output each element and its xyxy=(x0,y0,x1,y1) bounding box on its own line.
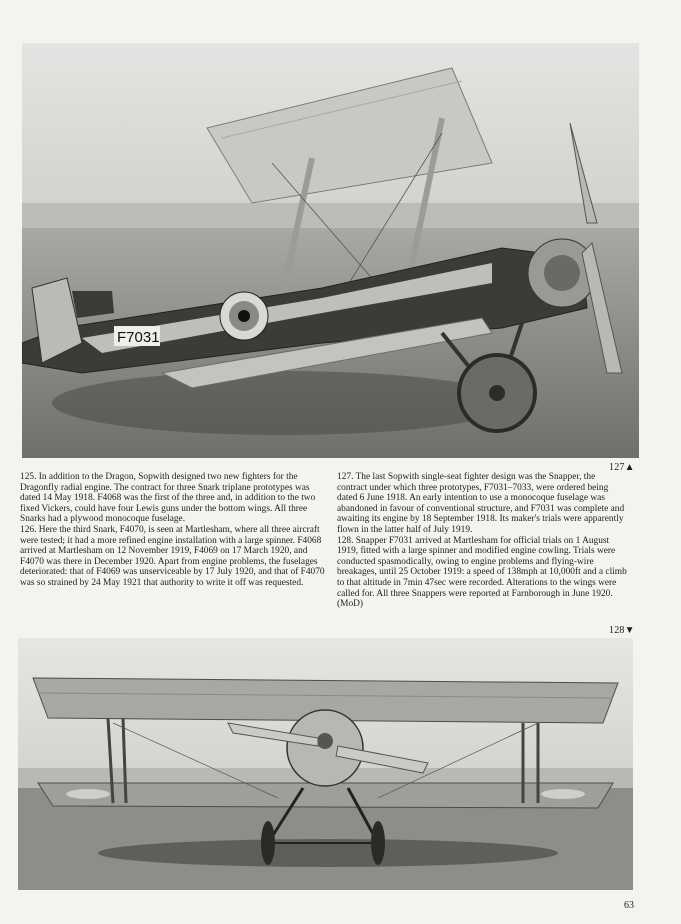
caption-column-left xyxy=(20,472,326,589)
photo-snapper-front-view xyxy=(18,638,633,890)
biplane-side-view-icon xyxy=(22,43,639,458)
biplane-front-view-icon xyxy=(18,638,633,890)
photo-snapper-side-view xyxy=(22,43,639,458)
caption-column-right xyxy=(337,472,627,610)
figure-number: 128 xyxy=(609,625,625,636)
caption-126: 126. Here the third Snark, F4070, is seen at Martlesham, where all three aircraft were tested; it had a more refined engine installation with a large spinner. F4068 arrived at Martlesham on 12 November 1919, F4069 on 17 March 1920, and F4070 was there in December 1920. Apart from engine problems, the fuselages deteriorated: that of F4069 was unserviceable by 17 July 1920, and that of F4070 was so strained by 24 May 1921 that authority to write it off was requested. xyxy=(20,524,325,588)
serial-marking: F7031 xyxy=(117,329,160,346)
caption-127: 127. The last Sopwith single-seat fighter design was the Snapper, the contract under which three prototypes, F7031–7033, were ordered being dated 6 June 1918. An early intention to use a monocoque fuselage was abandoned in favour of conventional structure, and F7031 was complete and awaiting its engine by 18 September 1918. Its maker's trials were apparently flown in the latter half of July 1919. xyxy=(337,472,625,535)
figure-number: 127 xyxy=(609,462,625,473)
caption-125: 125. In addition to the Dragon, Sopwith designed two new fighters for the Dragonfly radial engine. The contract for three Snark triplane prototypes was dated 14 May 1918. F4068 was the first of the three and, in addition to the two fixed Vickers, could have four Lewis guns under the bottom wings. All three Snarks had a plywood monocoque fuselage. xyxy=(20,472,316,525)
arrow-up-icon: ▲ xyxy=(624,462,635,473)
figure-label-128 xyxy=(609,625,635,636)
arrow-down-icon: ▼ xyxy=(624,625,635,636)
page-number: 63 xyxy=(624,900,634,911)
caption-128: 128. Snapper F7031 arrived at Martlesham for official trials on 1 August 1919, fitted with a large spinner and modified engine cowling. Trials were conducted spasmodically, owing to engine problems and flying-wire breakages, until 25 October 1919: a speed of 138mph at 10,000ft and a climb to that altitude in 7min 47sec were recorded. Alterations to the wings were called for. All three Snappers were reported at Farnborough in June 1920. (MoD) xyxy=(337,535,627,610)
